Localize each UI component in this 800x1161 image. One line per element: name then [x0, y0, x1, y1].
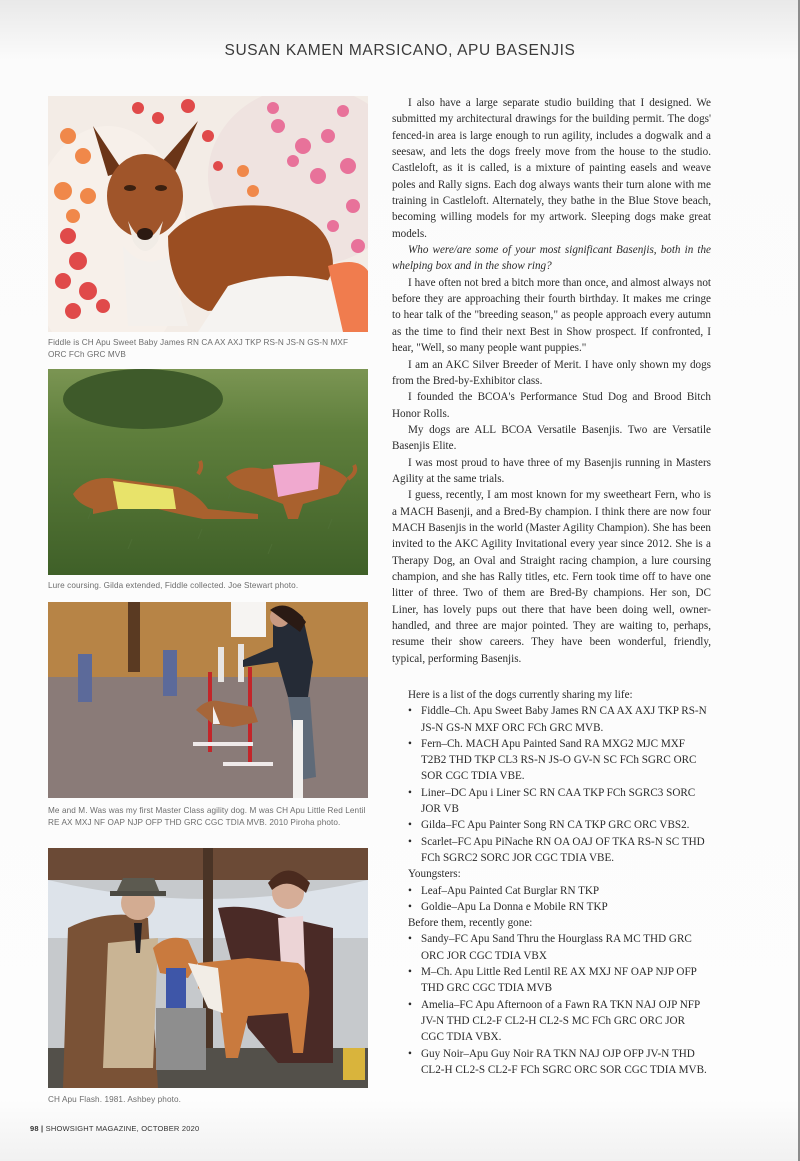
page-footer: [30, 1124, 199, 1133]
list-item: • Leaf–Apu Painted Cat Burglar RN TKP: [408, 883, 718, 899]
list-item: • Liner–DC Apu i Liner SC RN CAA TKP FCh SGRC3 SORC JOR VB: [408, 786, 696, 816]
photo-caption: Me and M. Was was my first Master Class agility dog. M was CH Apu Little Red Lentil RE AX MXJ NF OAP NJP OFP THD GRC CGC TDIA MVB. 2010 Piroha photo.: [48, 806, 366, 827]
article-body: [392, 95, 711, 667]
article-paragraph: I have often not bred a bitch more than once, and almost always not before they are approaching their fourth birthday. It makes me cringe to hear talk of the "breeding season," as people approach every autumn as the time to find their next Best in Show prospect. If confronted, I hear, "Well, so many people want puppies.": [392, 276, 711, 355]
list-item: • Gilda–FC Apu Painter Song RN CA TKP GRC ORC VBS2.: [408, 817, 718, 833]
article-paragraph: I was most proud to have three of my Basenjis running in Masters Agility at the same trials.: [392, 456, 711, 485]
bullet-icon: •: [408, 705, 412, 718]
interview-question: Who were/are some of your most significant Basenjis, both in the whelping box and in the show ring?: [392, 244, 711, 273]
page-number: 98: [30, 1124, 39, 1133]
list-item: • Fiddle–Ch. Apu Sweet Baby James RN CA AX AXJ TKP RS-N JS-N GS-N MXF ORC FCh GRC MVB.: [408, 705, 707, 734]
agility-jump-photo: [48, 602, 368, 798]
photo-caption: Lure coursing. Gilda extended, Fiddle collected. Joe Stewart photo.: [48, 581, 299, 590]
article-paragraph: I also have a large separate studio building that I designed. We submitted my architectural drawings for the building permit. The dogs' fenced-in area is large enough to run agility, includes a dogwalk and a seesaw, and lets the dogs freely move from the house to the studio. Castleloft, as it is called, is a mixture of painting easels and weave poles and Rally signs. Each dog always wants their turn alone with me training in Castleloft. Alternately, they bathe in the Blue Stove beach, becoming willing models for my artwork. Sleeping dogs make great models.: [392, 97, 711, 240]
list-intro: Here is a list of the dogs currently sharing my life:: [408, 689, 633, 701]
article-paragraph: I am an AKC Silver Breeder of Merit. I have only shown my dogs from the Bred-by-Exhibitor class.: [392, 358, 711, 387]
publication-name: SHOWSIGHT MAGAZINE, OCTOBER 2020: [45, 1124, 200, 1133]
bullet-icon: •: [408, 998, 412, 1011]
bullet-icon: •: [408, 819, 412, 832]
youngsters-list: [408, 883, 718, 916]
photo-caption: CH Apu Flash. 1981. Ashbey photo.: [48, 1095, 182, 1104]
gone-dogs-list: [408, 931, 718, 1078]
bullet-icon: •: [408, 786, 412, 799]
bullet-icon: •: [408, 884, 412, 897]
current-dogs-list: [408, 703, 718, 866]
youngsters-label: Youngsters:: [408, 868, 461, 881]
bullet-icon: •: [408, 835, 412, 848]
list-item: • Sandy–FC Apu Sand Thru the Hourglass RA MC THD GRC ORC JOR CGC TDIA VBX: [408, 933, 692, 962]
basenji-on-pillows-photo: [48, 96, 368, 332]
list-item: • M–Ch. Apu Little Red Lentil RE AX MXJ NF OAP NJP OFP THD GRC CGC TDIA MVB: [408, 966, 697, 995]
photo-caption: Fiddle is CH Apu Sweet Baby James RN CA AX AXJ TKP RS-N JS-N GS-N MXF ORC FCh GRC MVB: [48, 338, 349, 359]
article-paragraph: My dogs are ALL BCOA Versatile Basenjis. Two are Versatile Basenjis Elite.: [392, 423, 711, 453]
page-title: SUSAN KAMEN MARSICANO, APU BASENJIS: [224, 42, 576, 59]
article-paragraph: I guess, recently, I am most known for my sweetheart Fern, who is a MACH Basenji, and a Bred-By champion. I think there are now four MACH Basenjis in the world (Master Agility Champion). She has been invited to the AKC Agility Invitational every year since 2012. She is a Therapy Dog, an Oval and Straight racing champion, a lure coursing champion, and she has Rally titles, etc. Fern took time off to have one litter of three. Two of them are Bred-By champions. Her son, DC Liner, has lovely pups out there that have been doing well, owner-handled, and three are major pointed. They are waiting to, perhaps, resume their show careers. They have been wonderful, friendly, typical, performing Basenjis.: [392, 489, 711, 665]
gone-label: Before them, recently gone:: [408, 917, 533, 930]
bullet-icon: •: [408, 933, 412, 946]
footer-separator: |: [41, 1124, 44, 1133]
list-item: • Guy Noir–Apu Guy Noir RA TKN NAJ OJP OFP JV-N THD CL2-H CL2-S CL2-F FCh SGRC ORC SOR CGC TDIA MVB.: [408, 1047, 707, 1076]
list-item: • Amelia–FC Apu Afternoon of a Fawn RA TKN NAJ OJP NFP JV-N THD CL2-F CL2-H CL2-S MC FCh GRC ORC JOR CGC TDIA VBX.: [408, 998, 700, 1044]
dog-list: [408, 687, 718, 1078]
article-paragraph: I founded the BCOA's Performance Stud Dog and Brood Bitch Honor Rolls.: [392, 391, 711, 420]
bullet-icon: •: [408, 1047, 412, 1060]
list-item: • Goldie–Apu La Donna e Mobile RN TKP: [408, 899, 718, 915]
dog-show-win-photo: [48, 848, 368, 1088]
list-item: • Scarlet–FC Apu PiNache RN OA OAJ OF TKA RS-N SC THD FCh SGRC2 SORC JOR CGC TDIA VBE.: [408, 835, 705, 864]
bullet-icon: •: [408, 900, 412, 913]
bullet-icon: •: [408, 737, 412, 750]
list-item: • Fern–Ch. MACH Apu Painted Sand RA MXG2 MJC MXF T2B2 THD TKP CL3 RS-N JS-O GV-N SC FCh SGRC ORC SOR CGC TDIA VBE.: [408, 737, 697, 783]
bullet-icon: •: [408, 966, 412, 979]
lure-coursing-photo: [48, 369, 368, 575]
